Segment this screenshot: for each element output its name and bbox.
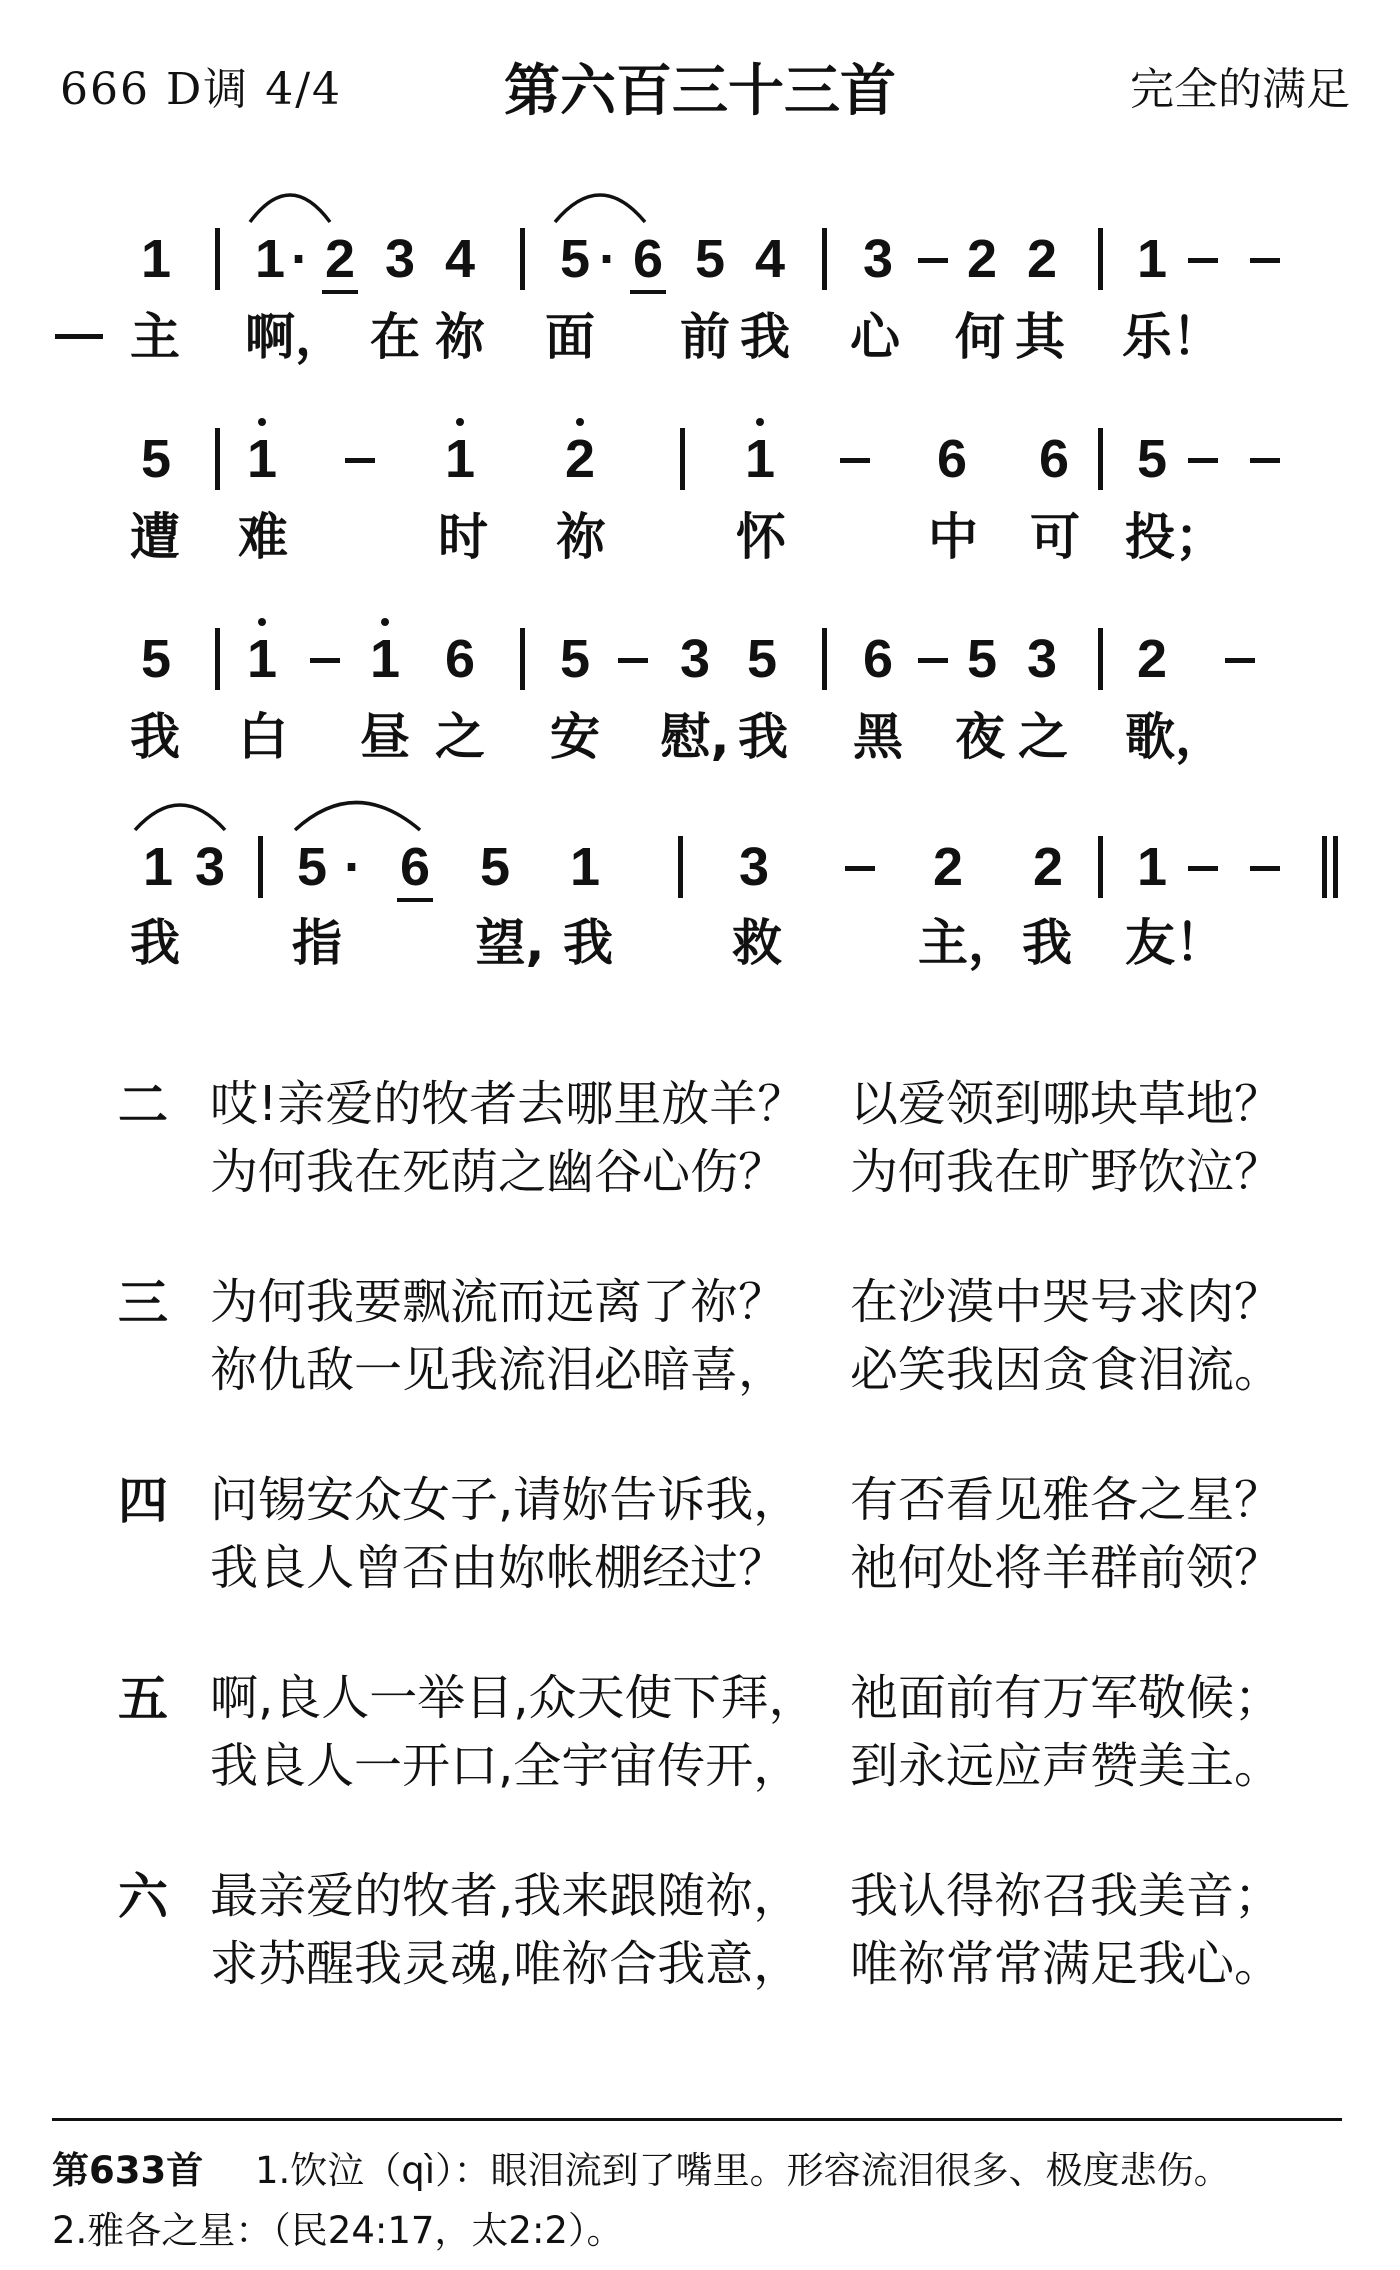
barline xyxy=(822,628,827,690)
barline xyxy=(678,836,683,898)
note: 4 xyxy=(444,229,476,289)
lyric: 白 xyxy=(238,708,288,766)
dash xyxy=(310,658,340,663)
lyric: 救 xyxy=(732,914,782,972)
note: 2 xyxy=(324,229,356,289)
note: 3 xyxy=(384,229,416,289)
verse-line: 唯祢常常满足我心。 xyxy=(850,1936,1283,1992)
note: 1 xyxy=(1136,837,1168,897)
lead-dash xyxy=(55,334,103,339)
dash xyxy=(1225,658,1255,663)
lyric: 我 xyxy=(130,708,180,766)
barline xyxy=(215,428,220,490)
verse-number: 三 xyxy=(118,1274,168,1332)
barline xyxy=(1098,428,1103,490)
dash xyxy=(618,658,648,663)
note: 3 xyxy=(1026,629,1058,689)
lyric: 难 xyxy=(238,508,288,566)
note: 3 xyxy=(738,837,770,897)
footnote-2: 2.雅各之星：（民24:17，太2:2）。 xyxy=(52,2209,624,2252)
lyric: 啊， xyxy=(245,308,345,366)
lyric: 在 xyxy=(370,308,420,366)
lyric: 昼 xyxy=(360,708,410,766)
verse-line: 最亲爱的牧者,我来跟随祢， xyxy=(210,1868,802,1924)
dash xyxy=(840,458,870,463)
lyric: 之 xyxy=(435,708,485,766)
barline xyxy=(520,228,525,290)
note: 6 xyxy=(862,629,894,689)
barline xyxy=(215,228,220,290)
lyric: 指 xyxy=(292,914,342,972)
barline xyxy=(1098,628,1103,690)
lyric: 中 xyxy=(928,508,978,566)
note: 5 xyxy=(694,229,726,289)
note: 1 xyxy=(444,429,476,489)
verse-line: 啊,良人一举目,众天使下拜， xyxy=(210,1670,817,1726)
verse-line: 以爱领到哪块草地？ xyxy=(850,1076,1283,1132)
lyric: 心 xyxy=(850,308,900,366)
lyric: 安 xyxy=(550,708,600,766)
verse-number: 五 xyxy=(118,1670,168,1728)
note: 5 xyxy=(140,629,172,689)
verse-line: 为何我在旷野饮泣？ xyxy=(850,1144,1283,1200)
numbered-notation-score xyxy=(0,0,1400,1000)
note: 5 xyxy=(296,837,328,897)
note: 1 xyxy=(142,837,174,897)
dot-mark: · xyxy=(291,229,309,289)
footnote-label: 第633首 xyxy=(52,2149,204,2192)
note: 6 xyxy=(632,229,664,289)
lyric: 我 xyxy=(1022,914,1072,972)
verse-number: 六 xyxy=(118,1868,168,1926)
verse-line: 我认得祢召我美音； xyxy=(850,1868,1283,1924)
high-octave-dot xyxy=(258,618,266,626)
hymn-title: 第六百三十三首 xyxy=(504,59,896,124)
note: 2 xyxy=(1136,629,1168,689)
note: 5 xyxy=(1136,429,1168,489)
note: 3 xyxy=(194,837,226,897)
dash xyxy=(918,258,948,263)
verse-line: 为何我要飘流而远离了祢？ xyxy=(210,1274,787,1330)
lyric: 可 xyxy=(1030,508,1080,566)
note: 2 xyxy=(932,837,964,897)
underline xyxy=(630,290,666,294)
high-octave-dot xyxy=(456,418,464,426)
hymn-subtitle: 完全的满足 xyxy=(1130,64,1350,115)
barline xyxy=(215,628,220,690)
note: 1 xyxy=(744,429,776,489)
lyric: 我 xyxy=(563,914,613,972)
note: 1 xyxy=(569,837,601,897)
verse-line: 我良人曾否由妳帐棚经过？ xyxy=(210,1540,787,1596)
lyric: 夜 xyxy=(955,708,1005,766)
dash xyxy=(345,458,375,463)
lyric: 我 xyxy=(130,914,180,972)
final-barline xyxy=(1322,836,1338,898)
lyric: 主 xyxy=(130,308,180,366)
underline xyxy=(322,290,358,294)
note: 2 xyxy=(564,429,596,489)
verse-line: 祂何处将羊群前领？ xyxy=(850,1540,1283,1596)
note: 1 xyxy=(369,629,401,689)
dot-mark: · xyxy=(344,837,362,897)
verse-line: 祂面前有万军敬候； xyxy=(850,1670,1283,1726)
barline xyxy=(520,628,525,690)
dash xyxy=(1250,866,1280,871)
lyric: 慰, xyxy=(660,708,730,766)
note: 5 xyxy=(746,629,778,689)
dash xyxy=(1188,458,1218,463)
note: 5 xyxy=(966,629,998,689)
lyric: 乐！ xyxy=(1122,308,1222,366)
note: 1 xyxy=(140,229,172,289)
lyric: 友！ xyxy=(1125,914,1225,972)
lyric: 我 xyxy=(740,308,790,366)
verse-line: 必笑我因贪食泪流。 xyxy=(850,1342,1283,1398)
lyric: 望, xyxy=(475,914,545,972)
note: 2 xyxy=(1032,837,1064,897)
note: 6 xyxy=(1038,429,1070,489)
underline xyxy=(397,898,433,902)
note: 5 xyxy=(559,629,591,689)
lyric: 主， xyxy=(918,914,1018,972)
lyric: 怀 xyxy=(736,508,786,566)
lyric: 之 xyxy=(1018,708,1068,766)
high-octave-dot xyxy=(756,418,764,426)
lyric: 祢 xyxy=(556,508,606,566)
note: 1 xyxy=(254,229,286,289)
note: 1 xyxy=(246,429,278,489)
lyric: 面 xyxy=(545,308,595,366)
note: 6 xyxy=(444,629,476,689)
lyric: 投； xyxy=(1125,508,1225,566)
barline xyxy=(258,836,263,898)
note: 5 xyxy=(140,429,172,489)
lyric: 何 xyxy=(955,308,1005,366)
verse-number: 四 xyxy=(118,1472,168,1530)
barline xyxy=(822,228,827,290)
note: 3 xyxy=(679,629,711,689)
verse-line: 为何我在死荫之幽谷心伤？ xyxy=(210,1144,787,1200)
note: 2 xyxy=(1026,229,1058,289)
note: 6 xyxy=(399,837,431,897)
note: 6 xyxy=(936,429,968,489)
dash xyxy=(918,658,948,663)
lyric: 其 xyxy=(1015,308,1065,366)
footnote-1: 1.饮泣（qì）：眼泪流到了嘴里。形容流泪很多、极度悲伤。 xyxy=(255,2149,1231,2192)
lyric: 时 xyxy=(438,508,488,566)
note: 3 xyxy=(862,229,894,289)
lyric: 遭 xyxy=(130,508,180,566)
high-octave-dot xyxy=(258,418,266,426)
lyric: 我 xyxy=(738,708,788,766)
verse-line: 求苏醒我灵魂,唯祢合我意， xyxy=(210,1936,802,1992)
dot-mark: · xyxy=(599,229,617,289)
verse-line: 有否看见雅各之星？ xyxy=(850,1472,1283,1528)
lyric: 歌， xyxy=(1125,708,1225,766)
verse-line: 祢仇敌一见我流泪必暗喜， xyxy=(210,1342,787,1398)
barline xyxy=(680,428,685,490)
verse-number: 二 xyxy=(118,1076,168,1134)
note: 2 xyxy=(966,229,998,289)
note: 5 xyxy=(479,837,511,897)
note: 5 xyxy=(559,229,591,289)
dash xyxy=(1250,458,1280,463)
dash xyxy=(1188,258,1218,263)
note: 1 xyxy=(246,629,278,689)
verse-line: 我良人一开口,全宇宙传开， xyxy=(210,1738,802,1794)
note: 4 xyxy=(754,229,786,289)
high-octave-dot xyxy=(381,618,389,626)
lyric: 黑 xyxy=(853,708,903,766)
note: 1 xyxy=(1136,229,1168,289)
dash xyxy=(845,866,875,871)
high-octave-dot xyxy=(576,418,584,426)
lyric: 祢 xyxy=(435,308,485,366)
verse-line: 问锡安众女子,请妳告诉我， xyxy=(210,1472,802,1528)
footnote-divider xyxy=(52,2118,1342,2121)
dash xyxy=(1188,866,1218,871)
barline xyxy=(1098,228,1103,290)
verse-line: 到永远应声赞美主。 xyxy=(850,1738,1283,1794)
lyric: 前 xyxy=(680,308,730,366)
verse-line: 哎!亲爱的牧者去哪里放羊？ xyxy=(210,1076,806,1132)
hymn-number-key: 666 D调 4/4 xyxy=(60,64,343,115)
dash xyxy=(1250,258,1280,263)
barline xyxy=(1098,836,1103,898)
verse-line: 在沙漠中哭号求肉？ xyxy=(850,1274,1283,1330)
